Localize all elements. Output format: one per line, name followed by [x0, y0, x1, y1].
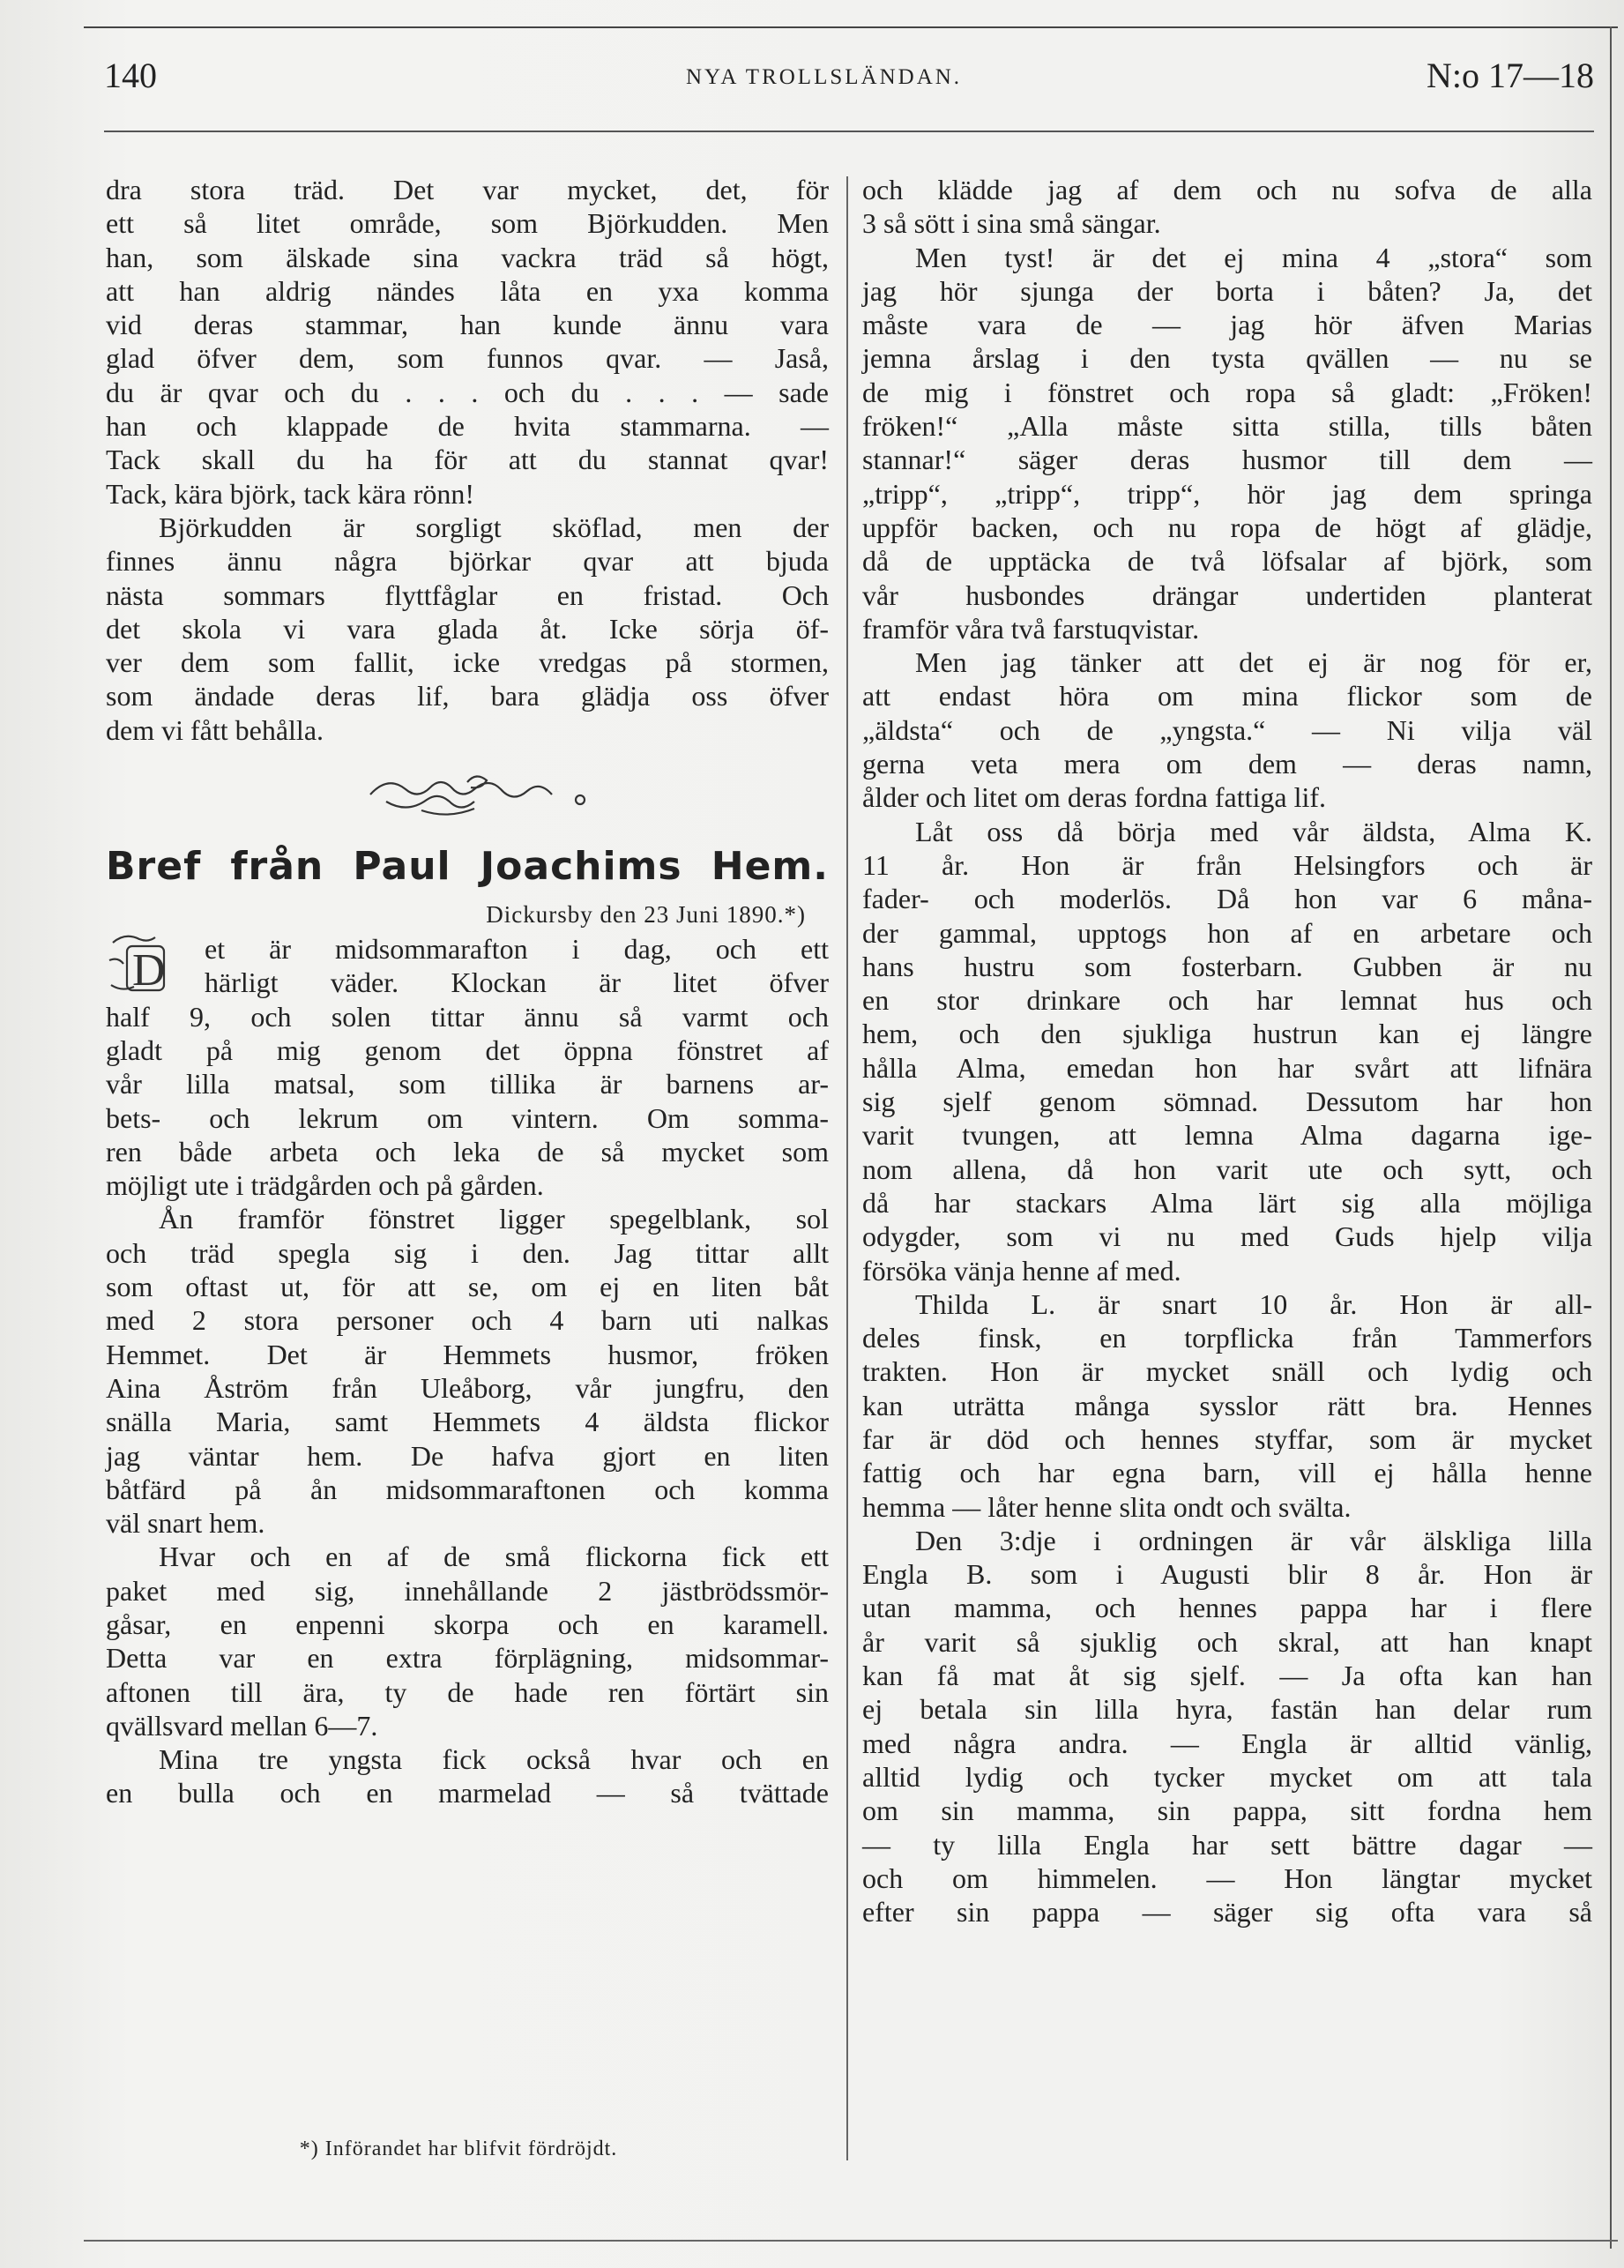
page-header	[104, 55, 1594, 108]
text-line: alltid lydig och tycker mycket om att tala	[862, 1760, 1592, 1793]
text-line: fröken!“ „Alla måste sitta stilla, tills båten	[862, 410, 1592, 443]
text-line: du är qvar och du . . . och du . . . — sade	[106, 376, 829, 408]
text-line: jag väntar hem. De hafva gjort en liten	[106, 1439, 829, 1472]
text-line: — ty lilla Engla har sett bättre dagar —	[862, 1828, 1592, 1861]
text-line: paket med sig, innehållande 2 jästbrödssmör-	[106, 1574, 829, 1607]
text-line: ren både arbeta och leka de så mycket som	[106, 1135, 829, 1168]
text-line: half 9, och solen tittar ännu så varmt och	[106, 1000, 829, 1033]
text-line: Aina Åström från Uleåborg, vår jungfru, den	[106, 1371, 829, 1404]
text-line: deles finsk, en torpflicka från Tammerfors	[862, 1322, 1592, 1354]
text-line: ålder och litet om deras fordna fattiga lif.	[862, 781, 1327, 814]
text-line: Thilda L. är snart 10 år. Hon är all-	[915, 1287, 1592, 1320]
text-line: härligt väder. Klockan är litet öfver	[205, 966, 829, 999]
text-line: vid deras stammar, han kunde ännu vara	[106, 309, 829, 341]
text-line: Låt oss då börja med vår äldsta, Alma K.	[915, 815, 1592, 847]
column-separator	[846, 176, 848, 2160]
text-line: och klädde jag af dem och nu sofva de alla	[862, 174, 1592, 205]
text-line: Tack skall du ha för att du stannat qvar!	[106, 444, 829, 476]
text-line: som oftast ut, för att se, om ej en liten båt	[106, 1271, 829, 1303]
text-line: „äldsta“ och de „yngsta.“ — Ni vilja väl	[862, 713, 1592, 746]
text-line: bets- och lekrum om vintern. Om somma-	[106, 1101, 829, 1134]
text-line: hans hustru som fosterbarn. Gubben är nu	[862, 950, 1592, 982]
page-number: 140	[104, 56, 157, 95]
text-line: gerna veta mera om dem — deras namn,	[862, 748, 1592, 780]
text-line: 3 så sött i sina små sängar.	[862, 207, 1161, 240]
text-line: 11 år. Hon är från Helsingfors och är	[862, 848, 1592, 881]
text-line: måste vara de — jag hör äfven Marias	[862, 309, 1592, 341]
text-line: hem, och den sjukliga hustrun kan ej längre	[862, 1018, 1592, 1050]
text-line: et är midsommarafton i dag, och ett	[205, 933, 829, 966]
text-line: aftonen till ära, ty de hade ren förtärt sin	[106, 1675, 829, 1708]
text-line: Men tyst! är det ej mina 4 „stora“ som	[915, 241, 1592, 273]
text-line: vår husbondes drängar undertiden planterat	[862, 578, 1592, 611]
text-line: qvällsvard mellan 6—7.	[106, 1709, 378, 1742]
text-line: odygder, som vi nu med Guds hjelp vilja	[862, 1220, 1592, 1253]
text-line: Hemmet. Det är Hemmets husmor, fröken	[106, 1338, 829, 1370]
text-line: han och klappade de hvita stammarna. —	[106, 410, 829, 443]
text-line: han, som älskade sina vackra träd så högt,	[106, 241, 829, 273]
text-line: Hvar och en af de små flickorna fick ett	[159, 1541, 829, 1573]
text-line: Björkudden är sorgligt sköflad, men der	[159, 511, 829, 543]
text-line: vår lilla matsal, som tillika är barnens ar-	[106, 1068, 829, 1100]
text-line: och om himmelen. — Hon längtar mycket	[862, 1861, 1592, 1894]
text-line: då har stackars Alma lärt sig alla möjliga	[862, 1186, 1592, 1219]
text-line: nästa sommars flyttfåglar en fristad. Och	[106, 578, 829, 611]
intro-paragraph	[106, 173, 829, 747]
right-column	[862, 173, 1592, 1929]
text-line: Ån framför fönstret ligger spegelblank, sol	[159, 1203, 829, 1235]
journal-title: NYA TROLLSLÄNDAN.	[686, 65, 963, 89]
text-line: glad öfver dem, som funnos qvar. — Jaså,	[106, 342, 829, 375]
text-line: sig sjelf genom sömnad. Dessutom har hon	[862, 1086, 1592, 1118]
text-line: far är död och hennes styffar, som är mycket	[862, 1422, 1592, 1455]
text-line: båtfärd på ån midsommaraftonen och komma	[106, 1473, 829, 1505]
article-dateline: Dickursby den 23 Juni 1890.*)	[486, 901, 806, 929]
text-line: om sin mamma, sin pappa, sitt fordna hem	[862, 1794, 1592, 1827]
text-line: Mina tre yngsta fick också hvar och en	[159, 1743, 829, 1776]
text-line: ett så litet område, som Björkudden. Men	[106, 207, 829, 240]
issue-number: N:o 17—18	[1427, 56, 1594, 95]
page-border-top	[84, 26, 1618, 28]
text-line: Tack, kära björk, tack kära rönn!	[106, 477, 474, 510]
text-line: fattig och har egna barn, vill ej hålla henne	[862, 1457, 1592, 1489]
text-line: väl snart hem.	[106, 1507, 265, 1540]
text-line: med några andra. — Engla är alltid vänlig,	[862, 1727, 1592, 1759]
header-rule	[104, 131, 1594, 132]
text-line: nom allena, då hon varit ute och sytt, och	[862, 1153, 1592, 1185]
text-line: ej betala sin lilla hyra, fastän han delar rum	[862, 1693, 1592, 1726]
text-line: utan mamma, och hennes pappa har i flere	[862, 1592, 1592, 1624]
article-title: Bref från Paul Joachims Hem.	[106, 844, 829, 890]
page-border-bottom	[84, 2240, 1618, 2242]
text-line: en stor drinkare och har lemnat hus och	[862, 984, 1592, 1017]
text-line: jemna årslag i den tysta qvällen — nu se	[862, 342, 1592, 375]
text-line: med 2 stora personer och 4 barn uti nalkas	[106, 1304, 829, 1337]
text-line: trakten. Hon är mycket snäll och lydig och	[862, 1355, 1592, 1388]
page-border-right	[1610, 26, 1612, 2249]
text-line: en bulla och en marmelad — så tvättade	[106, 1777, 829, 1809]
text-line: Detta var en extra förplägning, midsommar-	[106, 1642, 829, 1675]
text-line: möjligt ute i trädgården och på gården.	[106, 1169, 544, 1202]
text-line: uppför backen, och nu ropa de högt af glädje,	[862, 511, 1592, 543]
text-line: dem vi fått behålla.	[106, 713, 324, 746]
text-line: efter sin pappa — säger sig ofta vara så	[862, 1896, 1592, 1929]
text-line: framför våra två farstuqvistar.	[862, 612, 1200, 645]
text-line: gåsar, en enpenni skorpa och en karamell.	[106, 1608, 829, 1640]
text-line: der gammal, upptogs hon af en arbetare och	[862, 916, 1592, 949]
text-line: att han aldrig nändes låta en yxa komma	[106, 274, 829, 307]
text-line: att endast höra om mina flickor som de	[862, 680, 1592, 712]
text-line: då de upptäcka de två löfsalar af björk, som	[862, 545, 1592, 578]
text-line: Men jag tänker att det ej är nog för er,	[915, 646, 1592, 679]
text-line: det skola vi vara glada åt. Icke sörja öf-	[106, 612, 829, 645]
decorative-initial-d	[106, 934, 205, 999]
footnote: *) Införandet har blifvit fördröjdt.	[299, 2137, 618, 2160]
text-line: stannar!“ säger deras husmor till dem —	[862, 444, 1592, 476]
text-line: „tripp“, „tripp“, tripp“, hör jag dem springa	[862, 477, 1592, 510]
text-line: gladt på mig genom det öppna fönstret af	[106, 1033, 829, 1066]
text-line: snälla Maria, samt Hemmets 4 äldsta flickor	[106, 1406, 829, 1438]
dropcap-letter: D	[132, 945, 166, 996]
text-line: år varit så sjuklig och skral, att han knapt	[862, 1625, 1592, 1658]
text-line: finnes ännu några björkar qvar att bjuda	[106, 545, 829, 578]
text-line: hemma — låter henne slita ondt och svälta.	[862, 1490, 1352, 1523]
text-line: försöka vänja henne af med.	[862, 1254, 1181, 1287]
text-line: Engla B. som i Augusti blir 8 år. Hon är	[862, 1558, 1592, 1591]
text-line: hålla Alma, emedan hon har svårt att lifnära	[862, 1051, 1592, 1084]
text-line: kan få mat åt sig sjelf. — Ja ofta kan han	[862, 1660, 1592, 1692]
text-line: och träd spegla sig i den. Jag tittar allt	[106, 1236, 829, 1269]
text-line: ver dem som fallit, icke vredgas på stormen,	[106, 646, 829, 679]
text-line: kan uträtta många sysslor rätt bra. Hennes	[862, 1389, 1592, 1421]
text-line: dra stora träd. Det var mycket, det, för	[106, 174, 829, 205]
dropcap-paragraph	[106, 932, 829, 1810]
text-line: som ändade deras lif, bara glädja oss öfver	[106, 680, 829, 712]
text-line: Den 3:dje i ordningen är vår älskliga lilla	[915, 1524, 1592, 1556]
ornament-divider-icon	[106, 756, 829, 826]
text-line: de mig i fönstret och ropa så gladt: „Fröken!	[862, 376, 1592, 408]
text-line: jag hör sjunga der borta i båten? Ja, det	[862, 274, 1592, 307]
text-line: fader- och moderlös. Då hon var 6 måna-	[862, 883, 1592, 915]
left-column	[106, 173, 829, 1810]
text-line: varit tvungen, att lemna Alma dagarna ige-	[862, 1119, 1592, 1152]
